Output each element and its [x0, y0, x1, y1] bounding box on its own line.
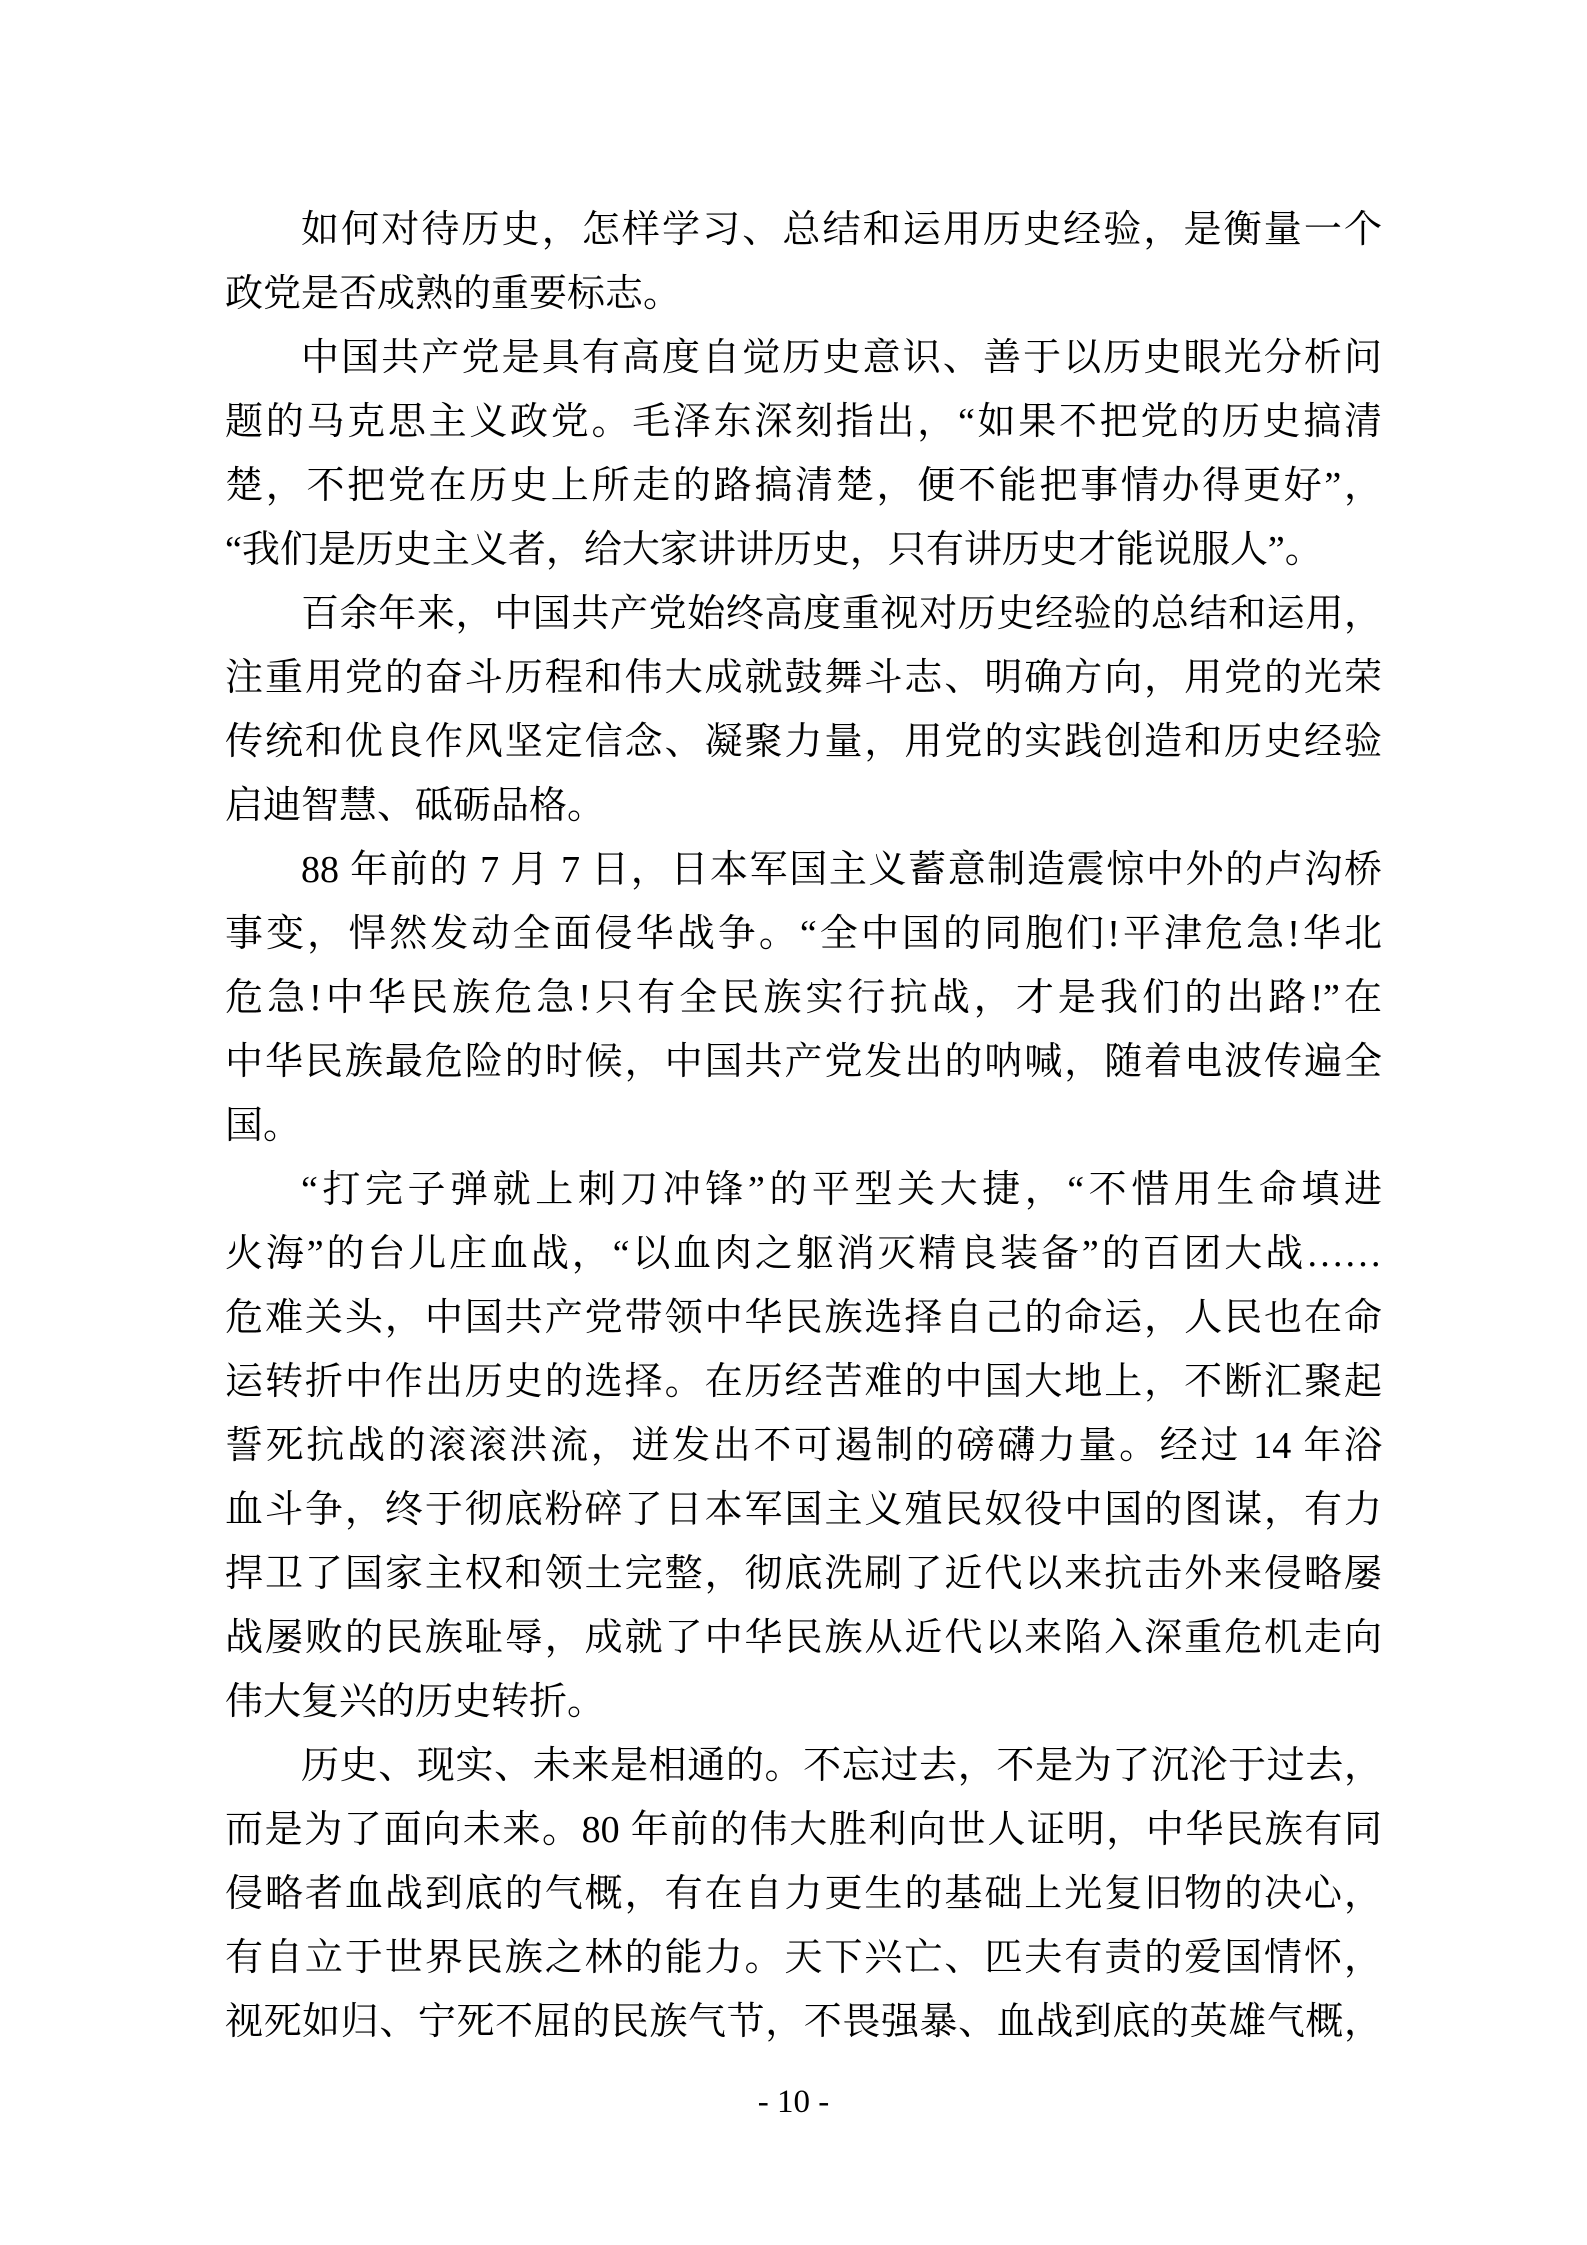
text-line: 血斗争，终于彻底粉碎了日本军国主义殖民奴役中国的图谋，有力 [225, 1489, 1382, 1531]
text-line: 楚，不把党在历史上所走的路搞清楚，便不能把事情办得更好”， [225, 465, 1382, 507]
text-line: 事变，悍然发动全面侵华战争。“全中国的同胞们!平津危急!华北 [225, 913, 1382, 955]
text-line: 而是为了面向未来。80 年前的伟大胜利向世人证明，中华民族有同 [225, 1809, 1382, 1851]
text-line: 火海”的台儿庄血战，“以血肉之躯消灭精良装备”的百团大战…… [225, 1233, 1382, 1275]
text-line: 运转折中作出历史的选择。在历经苦难的中国大地上，不断汇聚起 [225, 1361, 1382, 1403]
text-line: 传统和优良作风坚定信念、凝聚力量，用党的实践创造和历史经验 [225, 721, 1382, 763]
document-body [225, 198, 1382, 2054]
text-line: 中国共产党是具有高度自觉历史意识、善于以历史眼光分析问 [301, 337, 1382, 379]
text-line: 启迪智慧、砥砺品格。 [225, 785, 606, 827]
text-line: 88 年前的 7 月 7 日，日本军国主义蓄意制造震惊中外的卢沟桥 [301, 849, 1382, 891]
text-line: “我们是历史主义者，给大家讲讲历史，只有讲历史才能说服人”。 [225, 529, 1323, 571]
text-line: 百余年来，中国共产党始终高度重视对历史经验的总结和运用， [301, 593, 1382, 635]
text-line: 如何对待历史，怎样学习、总结和运用历史经验，是衡量一个 [301, 209, 1382, 251]
text-line: “打完子弹就上刺刀冲锋”的平型关大捷，“不惜用生命填进 [301, 1169, 1382, 1211]
text-line: 伟大复兴的历史转折。 [225, 1681, 606, 1723]
text-line: 危难关头，中国共产党带领中华民族选择自己的命运，人民也在命 [225, 1297, 1382, 1339]
text-line: 捍卫了国家主权和领土完整，彻底洗刷了近代以来抗击外来侵略屡 [225, 1553, 1382, 1595]
text-line: 题的马克思主义政党。毛泽东深刻指出，“如果不把党的历史搞清 [225, 401, 1382, 443]
text-line: 政党是否成熟的重要标志。 [225, 273, 682, 315]
text-line: 中华民族最危险的时候，中国共产党发出的呐喊，随着电波传遍全 [225, 1041, 1382, 1083]
text-line: 誓死抗战的滚滚洪流，迸发出不可遏制的磅礴力量。经过 14 年浴 [225, 1425, 1382, 1467]
text-line: 危急!中华民族危急!只有全民族实行抗战，才是我们的出路!”在 [225, 977, 1382, 1019]
text-line: 注重用党的奋斗历程和伟大成就鼓舞斗志、明确方向，用党的光荣 [225, 657, 1382, 699]
text-line: 有自立于世界民族之林的能力。天下兴亡、匹夫有责的爱国情怀， [225, 1937, 1382, 1979]
page-number: - 10 - [757, 2084, 830, 2120]
text-line: 视死如归、宁死不屈的民族气节，不畏强暴、血战到底的英雄气概， [225, 2001, 1382, 2043]
text-line: 战屡败的民族耻辱，成就了中华民族从近代以来陷入深重危机走向 [225, 1617, 1382, 1659]
text-line: 侵略者血战到底的气概，有在自力更生的基础上光复旧物的决心， [225, 1873, 1382, 1915]
text-line: 历史、现实、未来是相通的。不忘过去，不是为了沉沦于过去， [301, 1745, 1382, 1787]
text-line: 国。 [225, 1105, 302, 1147]
